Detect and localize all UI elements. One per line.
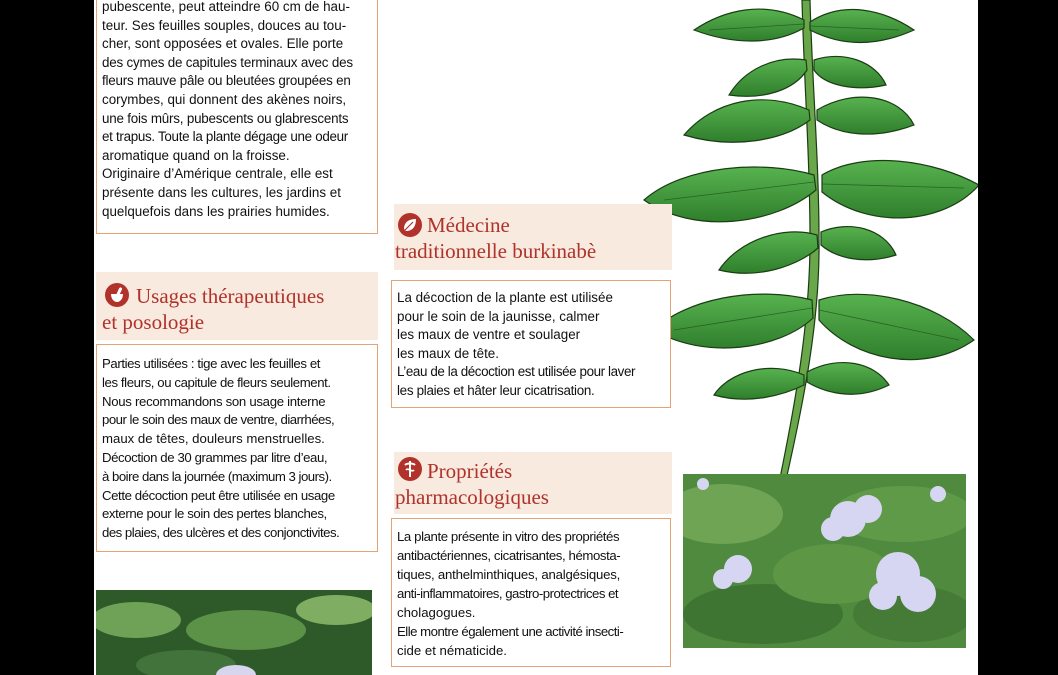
medecine-line: pour le soin de la jaunisse, calmer xyxy=(397,308,600,324)
medecine-line: les plaies et hâter leur cicatrisation. xyxy=(397,382,595,398)
usages-line: Nous recommandons son usage interne xyxy=(102,393,326,409)
usages-line: Parties utilisées : tige avec les feuilles et xyxy=(102,356,321,371)
description-line: cher, sont opposées et ovales. Elle porte xyxy=(102,36,344,52)
description-line: fleurs mauve pâle ou bleutées groupées en xyxy=(102,73,351,89)
description-line: aromatique quand on la froisse. xyxy=(102,147,290,163)
proprietes-line: Elle montre également une activité insecti- xyxy=(397,624,624,639)
medecine-line: les maux de ventre et soulager xyxy=(397,327,581,343)
description-box xyxy=(96,0,378,234)
proprietes-line: cide et nématicide. xyxy=(397,643,507,658)
proprietes-line: tiques, anthelminthiques, analgésiques, xyxy=(397,567,621,582)
description-line: une fois mûrs, pubescents ou glabrescents xyxy=(102,110,349,126)
medecine-box xyxy=(391,280,671,408)
proprietes-line: cholagogues. xyxy=(397,605,476,620)
medecine-line: L’eau de la décoction est utilisée pour laver xyxy=(397,364,636,380)
proprietes-title: Propriétés pharmacologiques xyxy=(395,459,549,509)
description-line: pubescente, peut atteindre 60 cm de hau- xyxy=(102,0,350,14)
proprietes-line: La plante présente in vitro des propriétés xyxy=(397,529,620,544)
usages-title: Usages thérapeutiques et posologie xyxy=(102,284,325,334)
document-page xyxy=(94,0,978,675)
description-line: des cymes de capitules terminaux avec des xyxy=(102,54,353,70)
description-line: teur. Ses feuilles souples, douces au tou- xyxy=(102,17,347,33)
usages-line: des plaies, des ulcères et des conjonctivites. xyxy=(102,525,340,541)
usages-box xyxy=(96,344,378,552)
usages-line: à boire dans la journée (maximum 3 jours). xyxy=(102,468,332,484)
proprietes-line: antibactériennes, cicatrisantes, hémosta- xyxy=(397,548,621,563)
usages-line: externe pour le soin des pertes blanches, xyxy=(102,506,327,522)
medecine-title: Médecine traditionnelle burkinabè xyxy=(395,213,597,263)
plant-photo-bottom-left xyxy=(96,590,372,675)
usages-line: maux de têtes, douleurs menstruelles. xyxy=(102,431,325,447)
usages-line: les fleurs, ou capitule de fleurs seulement. xyxy=(102,374,331,390)
description-line: Originaire d’Amérique centrale, elle est xyxy=(102,166,333,182)
description-line: corymbes, qui donnent des akènes noirs, xyxy=(102,91,347,107)
usages-line: Décoction de 30 grammes par litre d’eau, xyxy=(102,449,328,465)
medecine-line: La décoction de la plante est utilisée xyxy=(397,290,613,305)
description-line: présente dans les cultures, les jardins et xyxy=(102,184,341,200)
proprietes-line: anti-inflammatoires, gastro-protectrices et xyxy=(397,586,619,601)
proprietes-box xyxy=(391,518,671,667)
medecine-line: les maux de tête. xyxy=(397,345,499,361)
usages-line: Cette décoction peut être utilisée en usage xyxy=(102,487,335,503)
usages-line: pour le soin des maux de ventre, diarrhées, xyxy=(102,412,335,428)
plant-photo-right xyxy=(683,474,966,648)
description-line: quelquefois dans les prairies humides. xyxy=(102,203,330,219)
description-line: et trapus. Toute la plante dégage une odeur xyxy=(102,129,348,145)
